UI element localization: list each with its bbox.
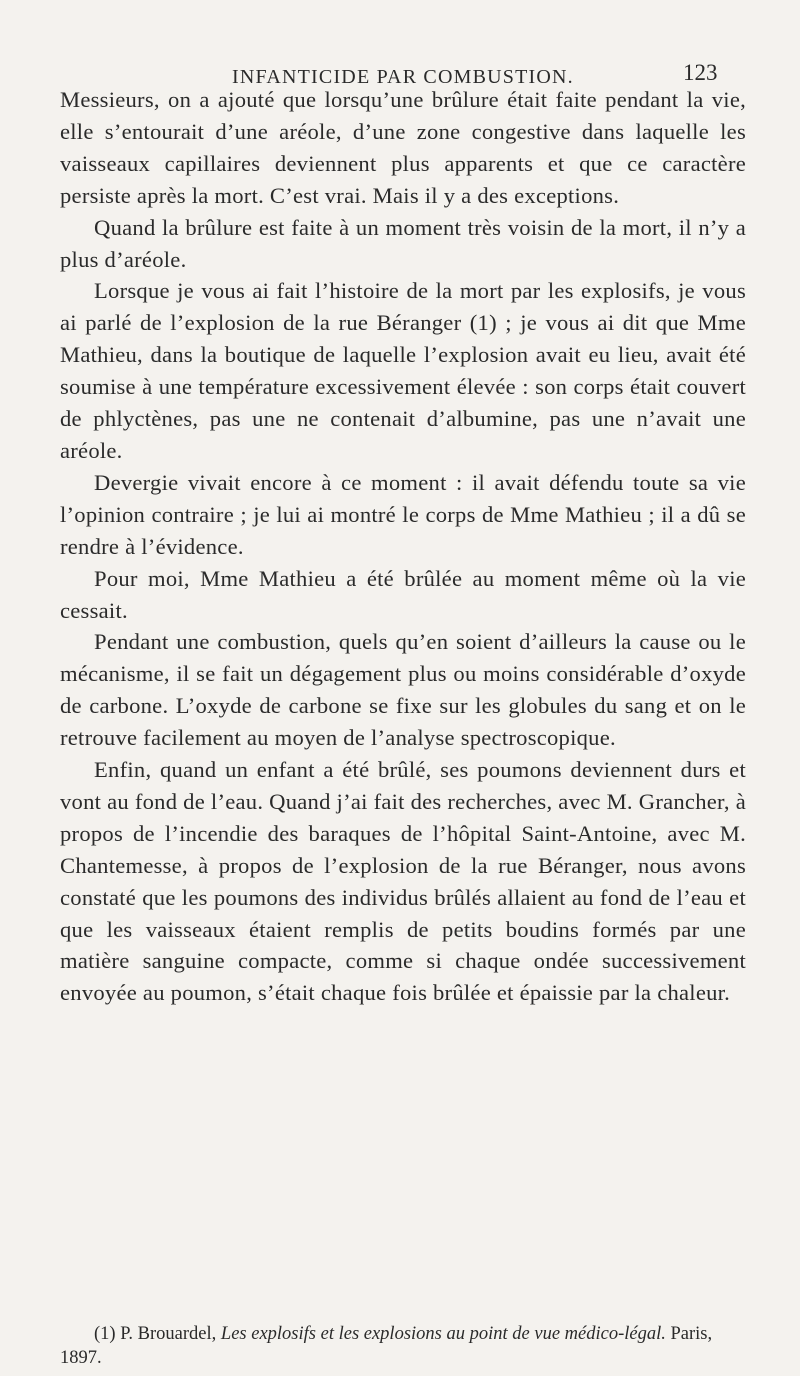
page-number: 123 [683,60,718,85]
footnote [60,1322,746,1370]
running-title: INFANTICIDE PAR COMBUSTION. [232,66,574,88]
body-text [60,84,746,1009]
paragraph-6: Pendant une combustion, quels qu’en soient d’ailleurs la cause ou le mécanisme, il se fait un dégagement plus ou moins considérable d’oxyde de carbone. L’oxyde de carbone se fixe sur les globules du sang et on le retrouve facilement au moyen de l’analyse spectroscopique. [60,629,746,751]
footnote-author: (1) P. Brouardel, [94,1324,217,1344]
paragraph-7: Enfin, quand un enfant a été brûlé, ses poumons deviennent durs et vont au fond de l’eau. Quand j’ai fait des recherches, avec M. Grancher, à propos de l’incendie des baraques de l’hôpital Saint-Antoine, avec M. Chantemesse, à propos de l’explosion de la rue Béranger, nous avons constaté que les poumons des individus brûlés allaient au fond de l’eau et que les vaisseaux étaient remplis de petits boudins formés par une matière sanguine compacte, comme si chaque ondée successivement envoyée au poumon, s’était chaque fois brûlée et épaissie par la chaleur. [60,757,746,1006]
paragraph-3: Lorsque je vous ai fait l’histoire de la mort par les explosifs, je vous ai parlé de l’explosion de la rue Béranger (1) ; je vous ai dit que Mme Mathieu, dans la boutique de laquelle l’explosion avait eu lieu, avait été soumise à une température excessivement élevée : son corps était couvert de phlyctènes, pas une ne contenait d’albumine, pas une n’avait une aréole. [60,278,746,463]
paragraph-4: Devergie vivait encore à ce moment : il avait défendu toute sa vie l’opinion contraire ; je lui ai montré le corps de Mme Mathieu ; il a dû se rendre à l’évidence. [60,469,746,559]
paragraph-2: Quand la brûlure est faite à un moment très voisin de la mort, il n’y a plus d’aréole. [60,214,746,272]
running-head [0,22,800,88]
paragraph-5: Pour moi, Mme Mathieu a été brûlée au moment même où la vie cessait. [60,565,746,623]
paragraph-1: Messieurs, on a ajouté que lorsqu’une brûlure était faite pendant la vie, elle s’entourait d’une aréole, d’une zone congestive dans laquelle les vaisseaux capillaires deviennent plus apparents et que ce caractère persiste après la mort. C’est vrai. Mais il y a des exceptions. [60,87,746,208]
footnote-title: Les explosifs et les explosions au point de vue médico-légal. [220,1324,666,1344]
footnote-place-date: Paris, 1897. [60,1324,713,1368]
